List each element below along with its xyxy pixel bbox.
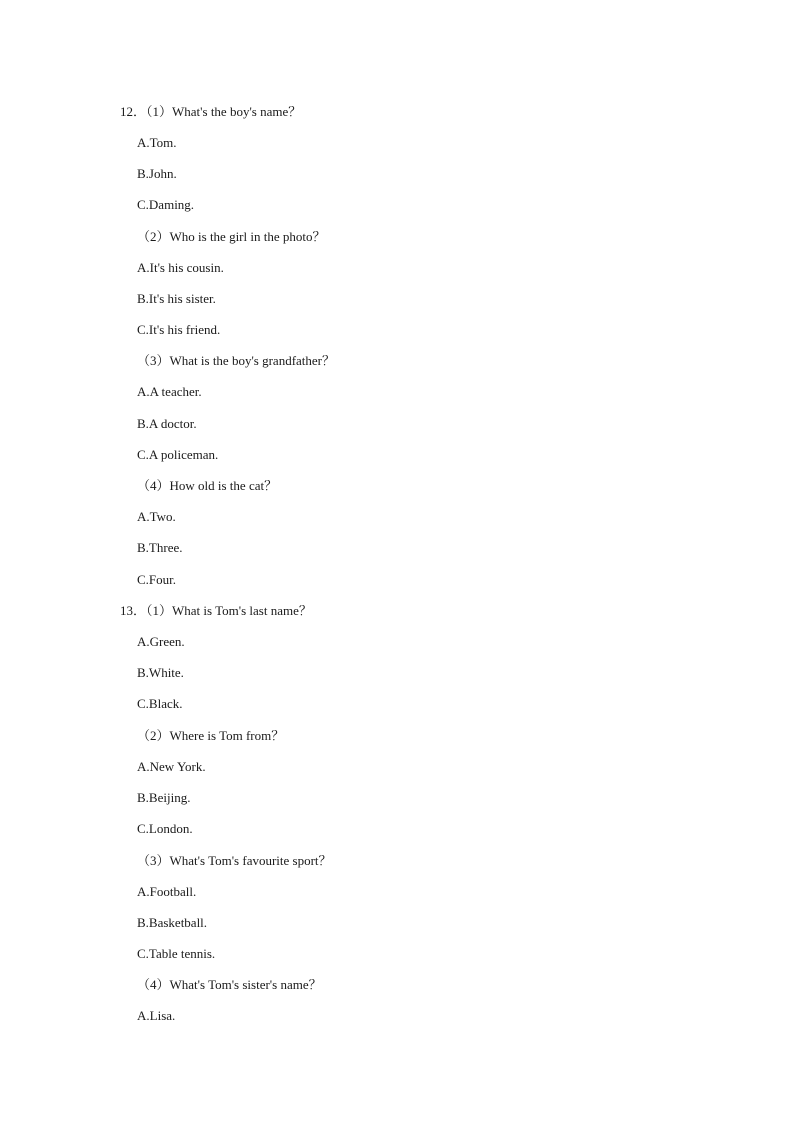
option-b: B.Three. — [137, 540, 183, 555]
option-b: B.It's his sister. — [137, 291, 216, 306]
option-c: C.London. — [137, 821, 193, 836]
question-12-part-2-prompt: （2）Who is the girl in the photo？ — [137, 229, 326, 244]
question-13-part-1-prompt — [120, 603, 312, 619]
option-c: C.Four. — [137, 572, 177, 587]
option-a: A.Lisa. — [137, 1008, 176, 1023]
option-c: C.Daming. — [137, 197, 195, 212]
question-13-part-2-prompt: （2）Where is Tom from？ — [137, 728, 285, 743]
option-a: A.A teacher. — [137, 384, 202, 399]
question-number: 13． — [120, 603, 147, 618]
option-a: A.Tom. — [137, 135, 177, 150]
option-b: B.White. — [137, 665, 184, 680]
question-12-part-4-prompt: （4）How old is the cat？ — [137, 478, 278, 493]
question-number: 12． — [120, 104, 147, 119]
question-12-part-1-prompt — [120, 104, 301, 120]
question-13-part-3-prompt: （3）What's Tom's favourite sport？ — [137, 853, 332, 868]
option-c: C.Table tennis. — [137, 946, 216, 961]
question-13-part-4-prompt: （4）What's Tom's sister's name？ — [137, 977, 322, 992]
option-b: B.Basketball. — [137, 915, 208, 930]
option-c: C.A policeman. — [137, 447, 219, 462]
question-prompt: （1）What's the boy's name？ — [146, 104, 302, 119]
option-a: A.It's his cousin. — [137, 260, 224, 275]
question-12-part-3-prompt: （3）What is the boy's grandfather？ — [137, 353, 336, 368]
option-a: A.Green. — [137, 634, 185, 649]
option-c: C.It's his friend. — [137, 322, 221, 337]
option-b: B.Beijing. — [137, 790, 191, 805]
question-prompt: （1）What is Tom's last name？ — [146, 603, 312, 618]
option-a: A.New York. — [137, 759, 206, 774]
option-b: B.John. — [137, 166, 177, 181]
option-c: C.Black. — [137, 696, 183, 711]
option-a: A.Football. — [137, 884, 197, 899]
option-b: B.A doctor. — [137, 416, 197, 431]
option-a: A.Two. — [137, 509, 176, 524]
